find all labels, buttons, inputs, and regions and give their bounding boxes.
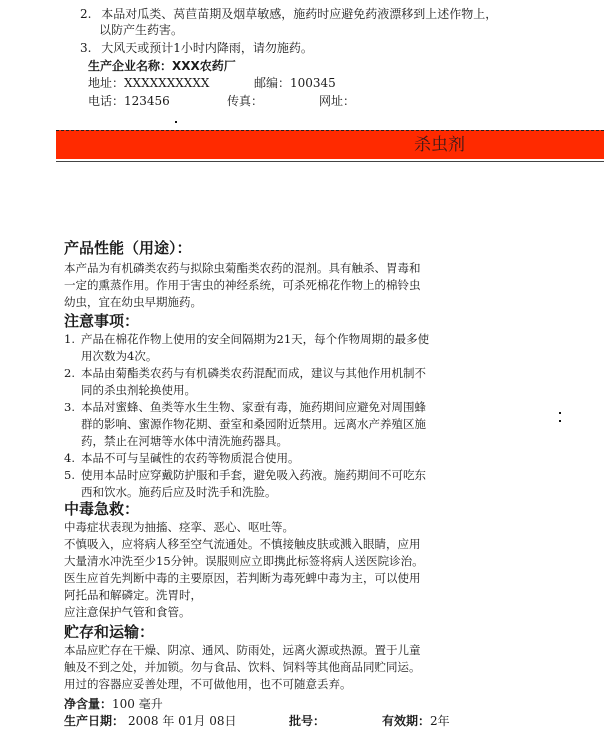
performance-heading: 产品性能（用途）： (64, 239, 192, 257)
first-aid-text (64, 519, 484, 621)
text-line: 本品由菊酯类农药与有机磷类农药混配而成，建议与其他作用机制不 (81, 366, 426, 380)
production-date (64, 713, 237, 729)
list-text-cont: 以防产生药害。 (99, 23, 184, 37)
banner-title: 杀虫剂 (414, 135, 465, 155)
text-line: 本产品为有机磷类农药与拟除虫菊酯类农药的混剂。具有触杀、胃毒和 (64, 261, 421, 275)
text-line: 本品应贮存在干燥、阴凉、通风、防雨处，远离火源或热源。置于儿童 (64, 643, 421, 657)
batch-number-label: 批号： (289, 714, 326, 728)
text-line: 触及不到之处，并加锁。勿与食品、饮料、饲料等其他商品同贮同运。 (64, 660, 421, 674)
text-line: 阿托品和解磷定。洗胃时， (64, 588, 202, 602)
list-item (64, 399, 484, 450)
list-number: 5. (64, 468, 75, 482)
divider (56, 161, 604, 162)
net-content (64, 696, 163, 712)
list-number: 1. (64, 332, 75, 346)
top-list-item-2 (80, 6, 497, 22)
list-text: 大风天或预计1小时内降雨，请勿施药。 (101, 41, 313, 55)
text-line: 一定的熏蒸作用。作用于害虫的神经系统，可杀死棉花作物上的棉铃虫 (64, 278, 421, 292)
production-date-label: 生产日期： (64, 714, 125, 728)
storage-heading: 贮存和运输： (64, 623, 155, 641)
net-content-value: 100 毫升 (112, 697, 163, 711)
dot-mark (175, 121, 177, 123)
category-banner (56, 130, 604, 159)
first-aid-heading: 中毒急救： (64, 500, 140, 518)
postcode: 邮编：100345 (254, 76, 336, 90)
storage-text (64, 642, 484, 693)
list-item (64, 365, 484, 399)
dot-mark (559, 412, 561, 414)
list-text: 本品对瓜类、莴苣苗期及烟草敏感，施药时应避免药液漂移到上述作物上， (101, 7, 498, 21)
text-line: 同的杀虫剂轮换使用。 (81, 383, 196, 397)
list-number: 3. (80, 41, 92, 55)
net-content-label: 净含量： (64, 697, 113, 711)
dot-mark (559, 420, 561, 422)
text-line: 应注意保护气管和食管。 (64, 605, 191, 619)
text-line: 本品不可与呈碱性的农药等物质混合使用。 (81, 451, 300, 465)
text-line: 医生应首先判断中毒的主要原因，若判断为毒死蜱中毒为主，可以使用 (64, 571, 421, 585)
precautions-heading: 注意事项： (64, 312, 140, 330)
text-line: 产品在棉花作物上使用的安全间隔期为21天，每个作物周期的最多使 (81, 332, 430, 346)
list-number: 3. (64, 400, 75, 414)
list-number: 2. (64, 366, 75, 380)
text-line: 用次数为4次。 (81, 349, 158, 363)
expiry (382, 713, 450, 729)
text-line: 幼虫，宜在幼虫早期施药。 (64, 295, 202, 309)
text-line: 中毒症状表现为抽搐、痉挛、恶心、呕吐等。 (64, 520, 294, 534)
text-line: 用过的容器应妥善处理，不可做他用，也不可随意丢弃。 (64, 677, 352, 691)
website: 网址： (319, 94, 356, 108)
list-item (64, 467, 484, 501)
text-line: 群的影响、蜜源作物花期、蚕室和桑园附近禁用。远离水产养殖区施 (81, 417, 426, 431)
text-line: 大量清水冲洗至少15分钟。误服则应立即携此标签将病人送医院诊治。 (64, 554, 424, 568)
text-line: 本品对蜜蜂、鱼类等水生生物、家蚕有毒，施药期间应避免对周围蜂 (81, 400, 426, 414)
phone: 电话：123456 (88, 94, 170, 108)
text-line: 西和饮水。施药后应及时洗手和洗脸。 (81, 485, 277, 499)
address: 地址：XXXXXXXXXX (88, 76, 210, 90)
list-item (64, 450, 484, 467)
list-number: 2. (80, 7, 92, 21)
production-date-value: 2008 年 01月 08日 (128, 714, 237, 728)
text-line: 药，禁止在河塘等水体中清洗施药器具。 (81, 434, 288, 448)
list-number: 4. (64, 451, 75, 465)
performance-text (64, 260, 484, 311)
expiry-value: 2年 (430, 714, 450, 728)
manufacturer-name: 生产企业名称：XXX农药厂 (88, 59, 236, 73)
list-item (64, 331, 484, 365)
top-list-item-3 (80, 40, 313, 56)
precautions-list (64, 331, 484, 501)
text-line: 使用本品时应穿戴防护服和手套，避免吸入药液。施药期间不可吃东 (81, 468, 426, 482)
expiry-label: 有效期： (382, 714, 431, 728)
text-line: 不慎吸入，应将病人移至空气流通处。不慎接触皮肤或溅入眼睛，应用 (64, 537, 421, 551)
fax: 传真： (227, 94, 264, 108)
